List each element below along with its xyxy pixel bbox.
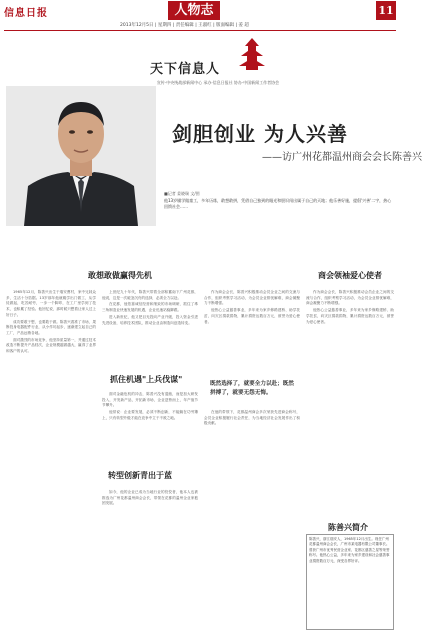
- headline: 剑胆创业 为人兴善: [172, 122, 348, 146]
- paragraph: 他常说：企业要发展，必须不断创新，不能躺在功劳簿上，只有转型升级才能在竞争中立于不败之地。: [102, 410, 198, 420]
- page-number: 11: [376, 1, 396, 20]
- article-column-4: [102, 490, 198, 622]
- series-subtitle: 宣传·中央统战部新闻中心 承办·信息日报社 协办·中国新闻工作者协会: [156, 80, 280, 85]
- pull-quote: 既然选择了，就要全力以赴；既然拼搏了，就要无怨无悔。: [210, 381, 294, 396]
- section-tab: 人物志: [168, 1, 220, 20]
- article-column-7: [306, 290, 394, 516]
- article-column-6: [204, 410, 300, 622]
- paragraph: 他热心公益慈善事业，多年来为家乡修路建桥、助学扶贫，向灾区捐款捐物，累计捐资达数百万元，被誉为爱心使者。: [204, 308, 300, 324]
- portrait-photo: [6, 86, 156, 226]
- byline: ■记者 姜晓瑞 文/图: [164, 191, 200, 196]
- paragraph: 面对激烈的市场竞争，他坚持质量第一，并通过技术改造不断提升产品档次，企业规模越做越大，赢得了业界和客户的认可。: [6, 337, 96, 354]
- paragraph: 在花都，他依靠诚信经营和细致的市场调研，抓住了珠三角制造业快速发展的机遇，企业迅速站稳脚跟。: [102, 302, 198, 313]
- paragraph: 1965年12月，陈善兴出生于瑞安曹村，家中兄妹众多，生活十分拮据。13岁那年他就辍学出门做工，从学徒做起，吃苦耐劳，一步一个脚印，在工厂里学到了技术，也积累了经验。他回忆说，那时候只想着让家人过上好日子。: [6, 290, 96, 317]
- article-column-1: [6, 290, 96, 620]
- subheadline: ——访广州花都温州商会会长陈善兴: [262, 152, 422, 163]
- paragraph: 在他的带领下，花都温州商会多次荣获先进商会称号，会员企业积极履行社会责任，为当地经济社会发展作出了积极贡献。: [204, 410, 300, 426]
- masthead: [0, 0, 400, 20]
- series-title: 天下信息人: [150, 62, 221, 77]
- header-rule: [4, 30, 396, 31]
- intro-paragraph: 他13岁辍学做童工，多年历练，敢想敢拼，凭借自己独到的眼光和胆识闯出属于自己的天地；他乐善好施，提倡'兴善'二字，热心回馈社会……: [164, 198, 392, 210]
- paragraph: 作为商会会长，陈善兴积极推动会员企业之间的交流与合作，组织考察学习活动，为会员企业排忧解难，商会凝聚力不断增强。: [204, 290, 300, 306]
- paragraph: 他热心公益慈善事业，多年来为家乡修路建桥、助学扶贫，向灾区捐款捐物，累计捐资达数百万元，被誉为爱心使者。: [306, 308, 394, 324]
- paragraph: 如今，他的企业已成为当地行业的佼佼者，他本人也被推选为广州花都温州商会会长，带领在花都的温州企业家抱团发展。: [102, 490, 198, 506]
- paragraph: 进入新世纪，他又把目光投向产业升级，投入资金引进先进设备，培养技术团队，推动企业由制造向创造转变。: [102, 314, 198, 325]
- bio-text: 陈善兴，浙江瑞安人，1965年12月出生。现任广州花都温州商会会长，广州市某电器有限公司董事长。曾获广州市优秀民营企业家、花都区慈善之星等荣誉称号。他热心公益，多年来为家乡建设和社会慈善事业捐资数百万元，深受各界好评。: [309, 537, 390, 563]
- paragraph: 作为商会会长，陈善兴积极推动会员企业之间的交流与合作，组织考察学习活动，为会员企业排忧解难，商会凝聚力不断增强。: [306, 290, 394, 306]
- dateline: 2013年12月5日 | 星期四 | 责任编辑 | 王淑红 | 版面编辑 | 姜 超: [120, 23, 249, 28]
- section-heading-1: 敢想敢做赢得先机: [88, 270, 152, 280]
- section-heading-3: 转型创新青出于蓝: [108, 470, 172, 480]
- paragraph: 面对金融危机的冲击，陈善兴没有退缩，而是加大研发投入，开发新产品，开拓新市场，企业逆势而上，年产值节节攀升。: [102, 392, 198, 408]
- paragraph: 上世纪九十年代，陈善兴带着全部积蓄南下广州花都，他说，这是一次破釜沉舟的选择，必须全力以赴。: [102, 290, 198, 300]
- article-column-2: [102, 290, 198, 372]
- pagoda-emblem-icon: [234, 36, 270, 70]
- section-heading-2: 抓住机遇"上兵伐谋": [110, 374, 183, 384]
- paragraph: 成功要敢于想，也要敢于做。陈善兴看准了市场，果断投身电器配件行业，从小作坊起步，逐渐建立起自己的工厂，产品远销各地。: [6, 319, 96, 335]
- newspaper-logo: 信息日报: [4, 8, 48, 19]
- article-column-3: [102, 392, 198, 466]
- section-heading-4: 商会领袖爱心使者: [318, 270, 382, 280]
- bio-box: [306, 534, 394, 630]
- portrait-illustration: [6, 86, 156, 226]
- bio-title: 陈善兴简介: [328, 522, 368, 532]
